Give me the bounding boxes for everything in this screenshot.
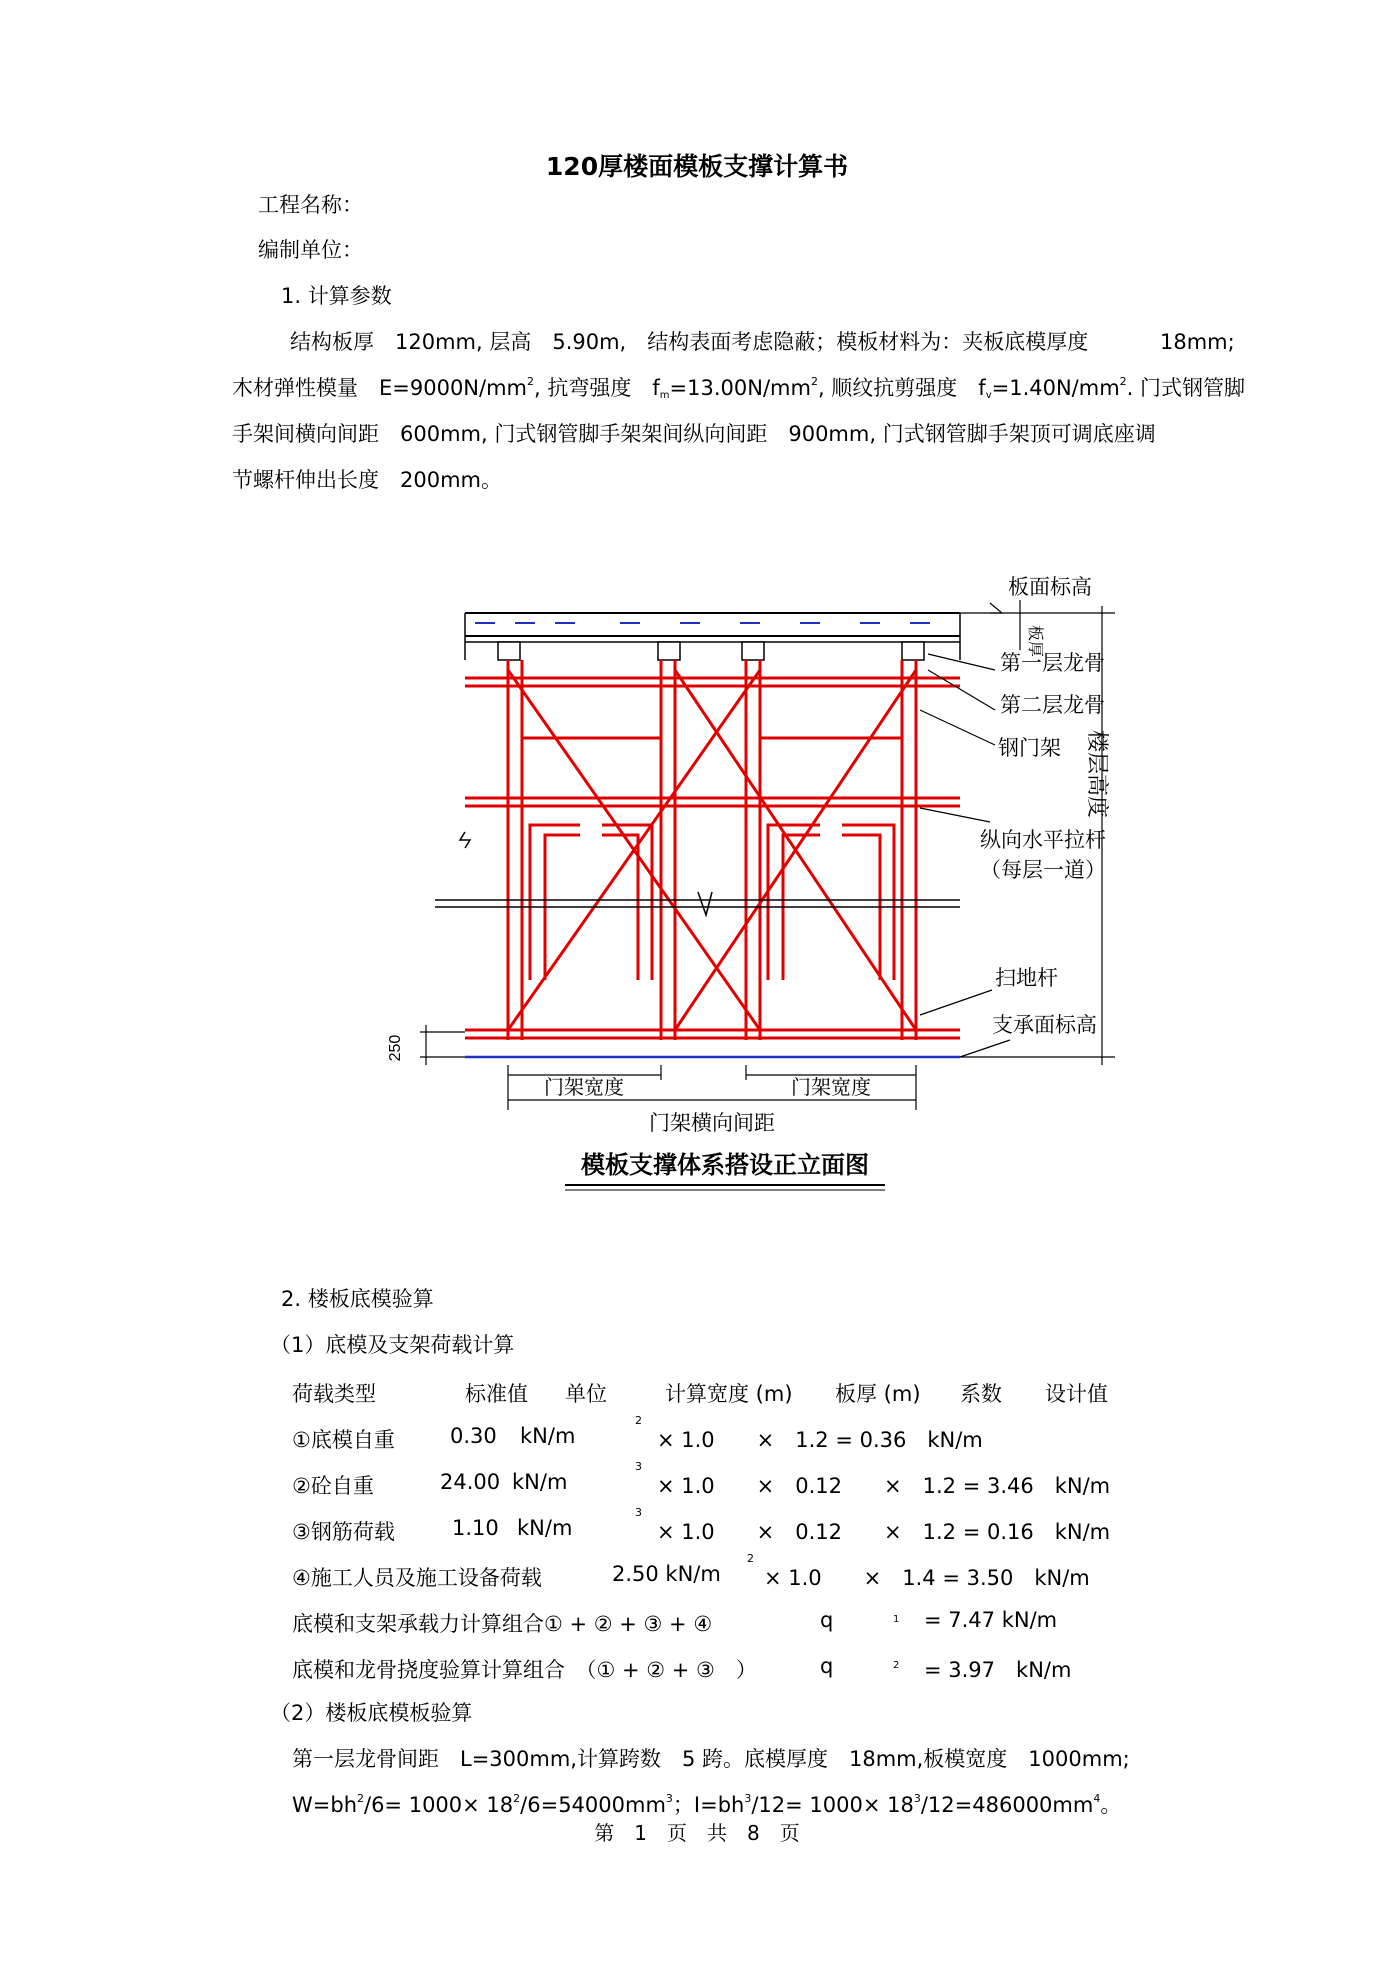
label-frame-width-2: 门架宽度 bbox=[791, 1077, 871, 1099]
figure-labels bbox=[980, 576, 1110, 1037]
param-line-2-d: , 顺纹抗剪强度 f bbox=[817, 376, 986, 400]
label-slab-elevation: 板面标高 bbox=[1008, 576, 1092, 599]
dim-250 bbox=[420, 1025, 465, 1065]
label-frame-width-1: 门架宽度 bbox=[544, 1077, 624, 1099]
header-design-value: 设计值 bbox=[1045, 1382, 1108, 1406]
line-b-4: ；I=bh bbox=[672, 1793, 745, 1817]
param-line-2 bbox=[232, 375, 1245, 401]
label-joist-2: 第二层龙骨 bbox=[1000, 694, 1105, 717]
combo-2-sub: 2 bbox=[893, 1660, 900, 1671]
combo-1-value: = 7.47 kN/m bbox=[924, 1608, 1058, 1632]
label-support-elevation: 支承面标高 bbox=[992, 1014, 1097, 1037]
load-calc: × 1.0 × 1.2 = 0.36 kN/m bbox=[657, 1428, 983, 1452]
load-name: ②砼自重 bbox=[292, 1474, 374, 1498]
load-value: 2.50 kN/m bbox=[612, 1562, 721, 1586]
load-row bbox=[0, 1552, 1394, 1590]
header-factor: 系数 bbox=[960, 1382, 1002, 1406]
load-calc: × 1.0 × 0.12 × 1.2 = 3.46 kN/m bbox=[657, 1474, 1111, 1498]
load-calc: × 1.0 × 1.4 = 3.50 kN/m bbox=[764, 1566, 1090, 1590]
line-b-5: /12= 1000× 18 bbox=[751, 1793, 914, 1817]
section-2-heading: 2. 楼板底模验算 bbox=[281, 1287, 434, 1311]
page-footer: 第 1 页 共 8 页 bbox=[594, 1821, 800, 1845]
param-line-2-f: . 门式钢管脚 bbox=[1126, 376, 1246, 400]
header-unit: 单位 bbox=[565, 1382, 607, 1406]
formwork-line-b bbox=[292, 1792, 1121, 1818]
load-row bbox=[0, 1414, 1394, 1452]
combo-2-label: 底模和龙骨挠度验算计算组合 （① + ② + ③ ） bbox=[292, 1658, 757, 1682]
combo-1-sub: 1 bbox=[893, 1614, 900, 1625]
sup: 3 bbox=[665, 1792, 673, 1805]
load-name: ①底模自重 bbox=[292, 1428, 395, 1452]
header-slab-thickness: 板厚 (m) bbox=[835, 1382, 921, 1406]
param-line-2-c: =13.00N/mm bbox=[669, 376, 811, 400]
line-b-1: W=bh bbox=[292, 1793, 357, 1817]
sub: v bbox=[985, 390, 992, 401]
load-unit-exponent: 2 bbox=[635, 1414, 642, 1427]
sup: 2 bbox=[357, 1792, 364, 1805]
sup: 3 bbox=[913, 1792, 921, 1805]
compile-unit-label: 编制单位： bbox=[258, 238, 363, 262]
line-b-3: /6=54000mm bbox=[520, 1793, 666, 1817]
label-steel-frame: 钢门架 bbox=[998, 737, 1061, 760]
param-line-2-b: , 抗弯强度 f bbox=[534, 376, 660, 400]
load-unit-exponent: 2 bbox=[747, 1552, 754, 1565]
load-table-header bbox=[0, 1378, 1394, 1404]
line-b-6: /12=486000mm bbox=[920, 1793, 1094, 1817]
sup: 4 bbox=[1093, 1792, 1101, 1805]
section-1-heading: 1. 计算参数 bbox=[281, 284, 392, 308]
load-unit-exponent: 3 bbox=[635, 1506, 642, 1519]
sub: m bbox=[659, 390, 670, 401]
figure-caption: 模板支撑体系搭设正立面图 bbox=[581, 1152, 869, 1179]
label-horizontal-tie: 纵向水平拉杆 bbox=[980, 829, 1106, 852]
combo-1-q: q bbox=[820, 1608, 834, 1632]
load-row bbox=[0, 1460, 1394, 1498]
label-frame-spacing: 门架横向间距 bbox=[649, 1112, 775, 1135]
header-calc-width: 计算宽度 (m) bbox=[665, 1382, 793, 1406]
load-name: ④施工人员及施工设备荷载 bbox=[292, 1566, 542, 1590]
load-row bbox=[0, 1506, 1394, 1544]
label-slab-thickness: 板厚 bbox=[1026, 625, 1043, 658]
combo-2-value: = 3.97 kN/m bbox=[924, 1658, 1072, 1682]
label-tie-note: （每层一道） bbox=[980, 859, 1106, 882]
combo-1 bbox=[0, 1608, 1394, 1634]
document-title: 120厚楼面模板支撑计算书 bbox=[545, 152, 849, 181]
sup: 2 bbox=[513, 1792, 521, 1805]
subsection-1-heading: （1）底模及支架荷载计算 bbox=[270, 1333, 515, 1357]
param-line-2-a: 木材弹性模量 E=9000N/mm bbox=[232, 376, 528, 400]
load-name: ③钢筋荷载 bbox=[292, 1520, 395, 1544]
line-b-2: /6= 1000× 18 bbox=[364, 1793, 514, 1817]
header-standard-value: 标准值 bbox=[465, 1382, 528, 1406]
load-unit: kN/m bbox=[512, 1470, 568, 1494]
formwork-elevation-figure bbox=[380, 570, 1120, 1200]
dim-250-text: 250 bbox=[387, 1034, 404, 1062]
param-line-4: 节螺杆伸出长度 200mm。 bbox=[232, 468, 502, 492]
sup: 2 bbox=[1119, 375, 1127, 388]
subsection-2-heading: （2）楼板底模板验算 bbox=[270, 1701, 473, 1725]
label-sweep-bar: 扫地杆 bbox=[995, 967, 1058, 990]
combo-2-q: q bbox=[820, 1654, 834, 1678]
param-line-1: 结构板厚 120mm, 层高 5.90m, 结构表面考虑隐蔽；模板材料为：夹板底模厚度 bbox=[290, 330, 1089, 354]
sup: 2 bbox=[527, 375, 535, 388]
combo-1-label: 底模和支架承载力计算组合① + ② + ③ + ④ bbox=[292, 1612, 713, 1636]
param-line-3: 手架间横向间距 600mm, 门式钢管脚手架架间纵向间距 900mm, 门式钢管脚手架顶可调底座调 bbox=[232, 422, 1156, 446]
joist-heads bbox=[498, 642, 924, 660]
sup: 2 bbox=[810, 375, 818, 388]
project-name-label: 工程名称： bbox=[258, 193, 363, 217]
steel-door-frames bbox=[465, 660, 960, 1040]
load-value: 1.10 bbox=[452, 1516, 499, 1540]
param-line-2-e: =1.40N/mm bbox=[991, 376, 1120, 400]
load-unit-exponent: 3 bbox=[635, 1460, 642, 1473]
header-load-type: 荷载类型 bbox=[292, 1382, 376, 1406]
leader-lines bbox=[920, 654, 1010, 1057]
sup: 3 bbox=[744, 1792, 752, 1805]
label-joist-1: 第一层龙骨 bbox=[1000, 652, 1105, 675]
load-value: 24.00 bbox=[440, 1470, 501, 1494]
label-floor-height: 楼层高度 bbox=[1085, 730, 1110, 819]
param-line-1-end: 18mm; bbox=[1160, 330, 1235, 354]
load-calc: × 1.0 × 0.12 × 1.2 = 0.16 kN/m bbox=[657, 1520, 1111, 1544]
load-unit: kN/m bbox=[517, 1516, 573, 1540]
load-value: 0.30 bbox=[450, 1424, 497, 1448]
formwork-line-a: 第一层龙骨间距 L=300mm,计算跨数 5 跨。底模厚度 18mm,板模宽度 1000mm; bbox=[292, 1747, 1130, 1771]
combo-2 bbox=[0, 1654, 1394, 1680]
line-b-7: 。 bbox=[1100, 1793, 1122, 1817]
load-unit: kN/m bbox=[520, 1424, 576, 1448]
